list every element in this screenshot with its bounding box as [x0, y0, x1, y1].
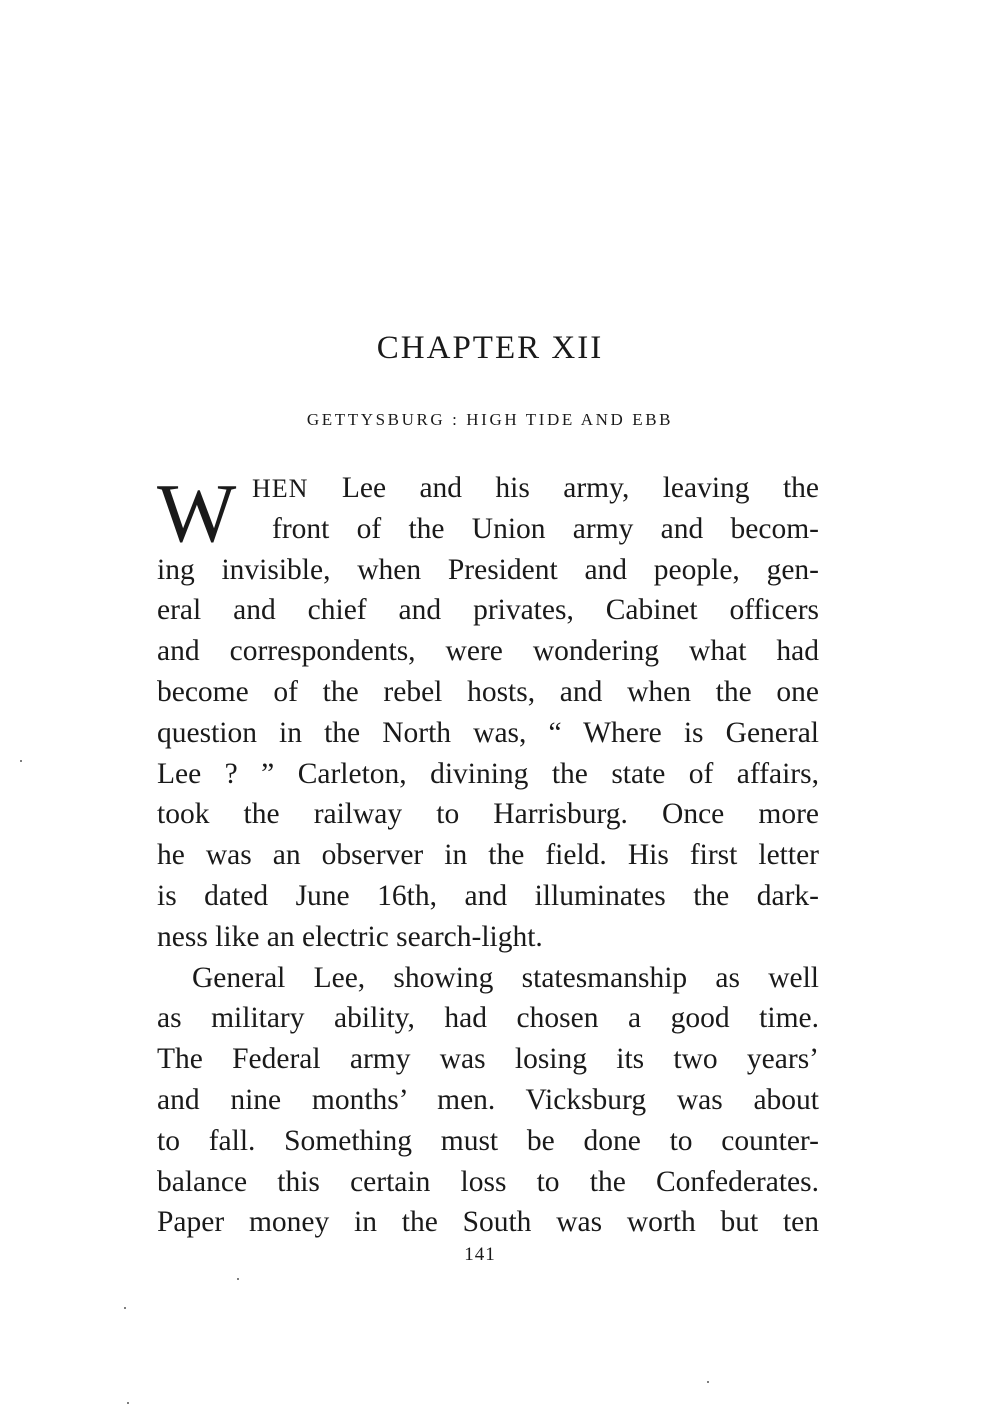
body-text	[157, 468, 819, 1243]
text-line: balance this certain loss to the Confederates.	[157, 1165, 819, 1198]
text-line: eral and chief and privates, Cabinet officers	[157, 594, 819, 627]
text-line: front of the Union army and becom-	[272, 512, 819, 545]
chapter-subtitle: GETTYSBURG : HIGH TIDE AND EBB	[306, 410, 674, 429]
text-line: The Federal army was losing its two years’	[157, 1043, 819, 1076]
text-line: question in the North was, “ Where is General	[157, 716, 819, 749]
print-speck	[20, 760, 22, 762]
text-line: to fall. Something must be done to counter-	[157, 1124, 819, 1157]
text-line: and correspondents, were wondering what had	[157, 635, 819, 668]
text-line: as military ability, had chosen a good time.	[157, 1002, 819, 1035]
print-speck	[707, 1381, 709, 1383]
drop-cap: W	[157, 467, 237, 560]
first-word-smallcaps: HEN	[252, 474, 309, 503]
text-line-content: Lee and his army, leaving the	[308, 472, 819, 504]
text-line: Paper money in the South was worth but ten	[157, 1206, 819, 1239]
text-line: become of the rebel hosts, and when the one	[157, 675, 819, 708]
text-line: is dated June 16th, and illuminates the dark-	[157, 879, 819, 912]
text-line	[157, 468, 819, 509]
text-line: ing invisible, when President and people, gen-	[157, 553, 819, 586]
print-speck	[237, 1278, 239, 1280]
text-line: Lee ? ” Carleton, divining the state of affairs,	[157, 757, 819, 790]
chapter-title: CHAPTER XII	[376, 330, 604, 366]
print-speck	[127, 1402, 129, 1404]
text-line: General Lee, showing statesmanship as well	[192, 961, 819, 994]
text-line: and nine months’ men. Vicksburg was about	[157, 1083, 819, 1116]
text-line: took the railway to Harrisburg. Once more	[157, 798, 819, 831]
text-line: ness like an electric search-light.	[157, 920, 543, 953]
print-speck	[124, 1307, 126, 1309]
page-number: 141	[464, 1244, 496, 1265]
text-line: he was an observer in the field. His first letter	[157, 839, 819, 872]
